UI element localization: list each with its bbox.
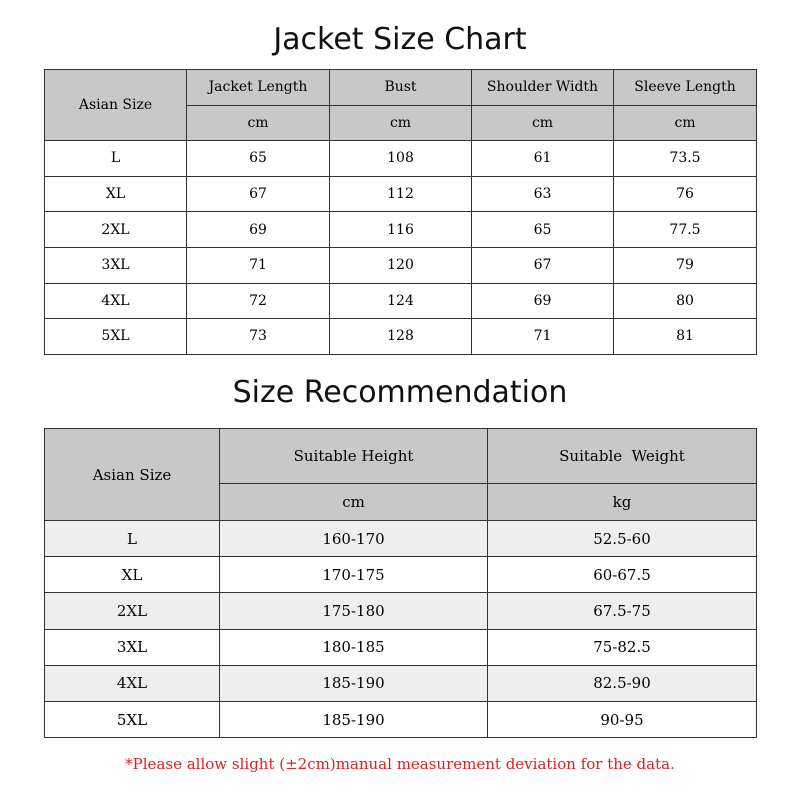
table-cell: 185-190 bbox=[220, 665, 488, 701]
table-cell: 72 bbox=[187, 283, 330, 319]
table-row bbox=[45, 557, 757, 593]
table-row bbox=[45, 629, 757, 665]
table-row bbox=[45, 593, 757, 629]
size-cell: 5XL bbox=[45, 701, 220, 737]
size-cell: L bbox=[45, 141, 187, 177]
table-cell: 65 bbox=[472, 212, 614, 248]
table-row bbox=[45, 176, 757, 212]
column-header: Jacket Length bbox=[187, 70, 330, 106]
table-row bbox=[45, 212, 757, 248]
column-header: Bust bbox=[330, 70, 472, 106]
unit-header: cm bbox=[187, 105, 330, 141]
table-cell: 73 bbox=[187, 319, 330, 355]
unit-header: cm bbox=[330, 105, 472, 141]
table-cell: 128 bbox=[330, 319, 472, 355]
jacket-size-table bbox=[44, 69, 757, 355]
column-header: Suitable Weight bbox=[488, 429, 757, 484]
table-cell: 185-190 bbox=[220, 701, 488, 737]
size-cell: 2XL bbox=[45, 593, 220, 629]
column-header: Shoulder Width bbox=[472, 70, 614, 106]
table-cell: 61 bbox=[472, 141, 614, 177]
size-cell: 5XL bbox=[45, 319, 187, 355]
asian-size-header: Asian Size bbox=[45, 429, 220, 521]
table-row bbox=[45, 141, 757, 177]
table-cell: 80 bbox=[614, 283, 757, 319]
table-cell: 79 bbox=[614, 247, 757, 283]
table-cell: 71 bbox=[187, 247, 330, 283]
table-row bbox=[45, 247, 757, 283]
size-chart-title: Jacket Size Chart bbox=[273, 22, 527, 57]
size-cell: 3XL bbox=[45, 629, 220, 665]
table-cell: 81 bbox=[614, 319, 757, 355]
table-row bbox=[45, 283, 757, 319]
size-cell: 4XL bbox=[45, 665, 220, 701]
table-row bbox=[45, 521, 757, 557]
table-cell: 67 bbox=[472, 247, 614, 283]
table-row bbox=[45, 701, 757, 737]
table-cell: 82.5-90 bbox=[488, 665, 757, 701]
measurement-note: *Please allow slight (±2cm)manual measurement deviation for the data. bbox=[125, 755, 675, 773]
table-cell: 90-95 bbox=[488, 701, 757, 737]
table-cell: 120 bbox=[330, 247, 472, 283]
size-recommendation-table bbox=[44, 428, 757, 738]
table-cell: 67 bbox=[187, 176, 330, 212]
table-cell: 112 bbox=[330, 176, 472, 212]
table-cell: 76 bbox=[614, 176, 757, 212]
size-cell: 4XL bbox=[45, 283, 187, 319]
table-cell: 63 bbox=[472, 176, 614, 212]
table-cell: 108 bbox=[330, 141, 472, 177]
unit-header: cm bbox=[472, 105, 614, 141]
table-cell: 124 bbox=[330, 283, 472, 319]
table-cell: 67.5-75 bbox=[488, 593, 757, 629]
size-recommendation-title: Size Recommendation bbox=[232, 375, 568, 410]
unit-header: kg bbox=[488, 484, 757, 521]
column-header: Sleeve Length bbox=[614, 70, 757, 106]
table-cell: 170-175 bbox=[220, 557, 488, 593]
table-cell: 116 bbox=[330, 212, 472, 248]
table-cell: 77.5 bbox=[614, 212, 757, 248]
size-cell: XL bbox=[45, 557, 220, 593]
table-cell: 69 bbox=[472, 283, 614, 319]
unit-header: cm bbox=[220, 484, 488, 521]
table-cell: 160-170 bbox=[220, 521, 488, 557]
unit-header: cm bbox=[614, 105, 757, 141]
table-cell: 52.5-60 bbox=[488, 521, 757, 557]
table-cell: 180-185 bbox=[220, 629, 488, 665]
table-row bbox=[45, 665, 757, 701]
asian-size-header: Asian Size bbox=[45, 70, 187, 141]
table-cell: 75-82.5 bbox=[488, 629, 757, 665]
size-cell: 2XL bbox=[45, 212, 187, 248]
table-cell: 69 bbox=[187, 212, 330, 248]
table-row bbox=[45, 319, 757, 355]
size-cell: XL bbox=[45, 176, 187, 212]
table-cell: 65 bbox=[187, 141, 330, 177]
column-header: Suitable Height bbox=[220, 429, 488, 484]
size-cell: 3XL bbox=[45, 247, 187, 283]
table-cell: 175-180 bbox=[220, 593, 488, 629]
table-cell: 71 bbox=[472, 319, 614, 355]
table-cell: 60-67.5 bbox=[488, 557, 757, 593]
table-cell: 73.5 bbox=[614, 141, 757, 177]
size-cell: L bbox=[45, 521, 220, 557]
